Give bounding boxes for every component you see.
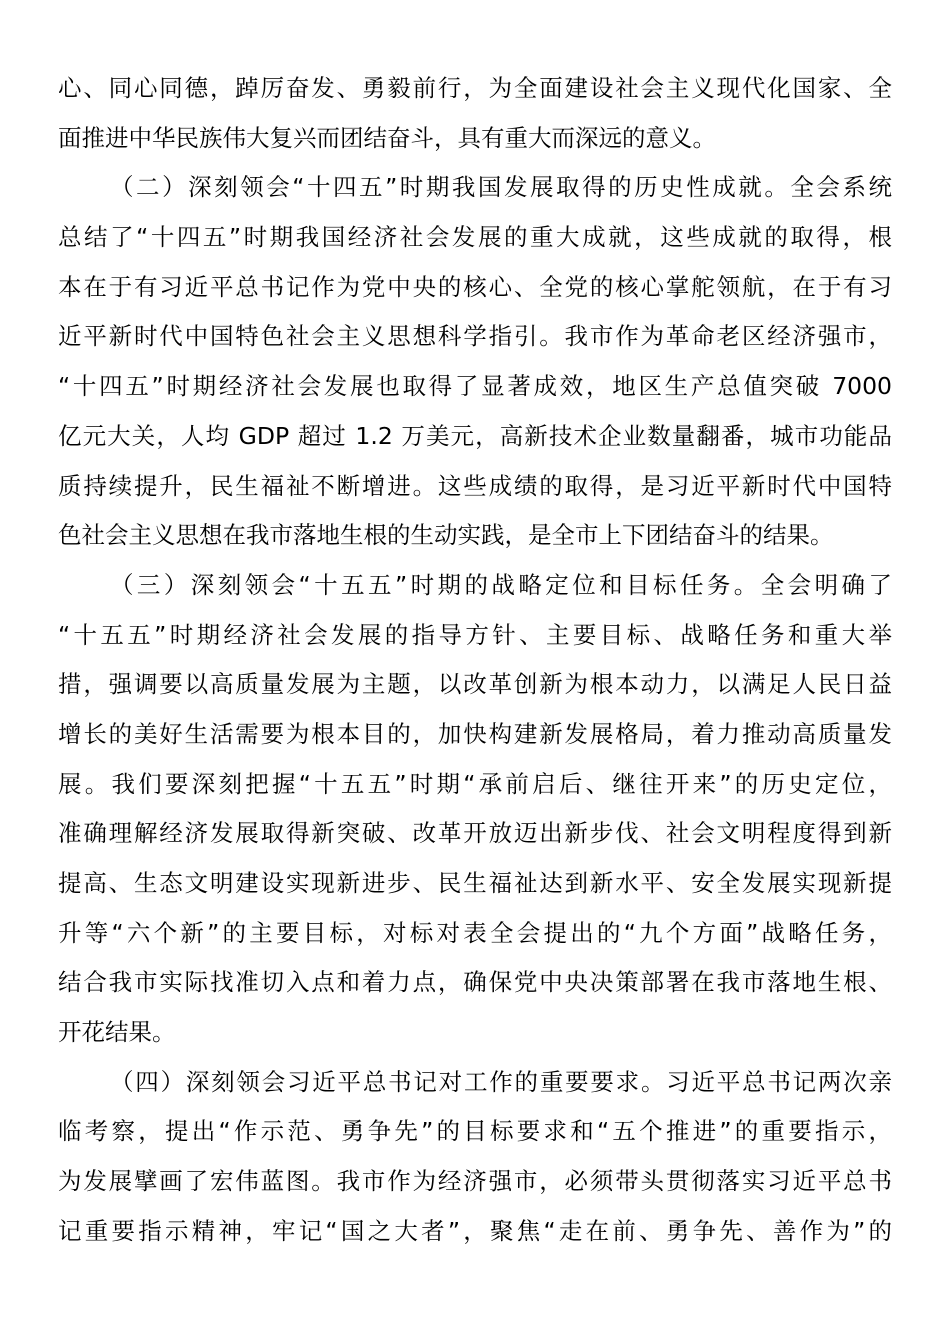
text-line: 措，强调要以高质量发展为主题，以改革创新为根本动力，以满足人民日益 — [58, 670, 892, 699]
text-line: 质持续提升，民生福祉不断增进。这些成绩的取得，是习近平新时代中国特 — [58, 471, 892, 500]
text-line: 升等“六个新”的主要目标，对标对表全会提出的“九个方面”战略任务， — [58, 918, 892, 947]
text-line: 增长的美好生活需要为根本目的，加快构建新发展格局，着力推动高质量发 — [58, 719, 892, 748]
text-line: “十四五”时期经济社会发展也取得了显著成效，地区生产总值突破 7000 — [58, 372, 892, 401]
text-line: 面推进中华民族伟大复兴而团结奋斗，具有重大而深远的意义。 — [58, 123, 716, 152]
text-line: 展。我们要深刻把握“十五五”时期“承前启后、继往开来”的历史定位， — [58, 769, 892, 798]
text-line: 心、同心同德，踔厉奋发、勇毅前行，为全面建设社会主义现代化国家、全 — [58, 74, 892, 102]
text-line: 总结了“十四五”时期我国经济社会发展的重大成就，这些成就的取得，根 — [58, 223, 892, 252]
section-heading-line: （二）深刻领会“十四五”时期我国发展取得的历史性成就。全会系统 — [110, 173, 892, 202]
text-line: 临考察，提出“作示范、勇争先”的目标要求和“五个推进”的重要指示， — [58, 1117, 892, 1146]
section-heading-line: （三）深刻领会“十五五”时期的战略定位和目标任务。全会明确了 — [110, 570, 892, 599]
text-line: 提高、生态文明建设实现新进步、民生福祉达到新水平、安全发展实现新提 — [58, 869, 892, 897]
section-heading-line: （四）深刻领会习近平总书记对工作的重要要求。习近平总书记两次亲 — [110, 1067, 892, 1096]
text-line: 为发展擘画了宏伟蓝图。我市作为经济强市，必须带头贯彻落实习近平总书 — [58, 1167, 892, 1196]
text-line: 准确理解经济发展取得新突破、改革开放迈出新步伐、社会文明程度得到新 — [58, 819, 892, 848]
text-line: 亿元大关，人均 GDP 超过 1.2 万美元，高新技术企业数量翻番，城市功能品 — [58, 421, 892, 450]
document-body — [58, 64, 892, 1257]
text-line: 结合我市实际找准切入点和着力点，确保党中央决策部署在我市落地生根、 — [58, 968, 892, 997]
text-line: 开花结果。 — [58, 1018, 176, 1047]
text-line: “十五五”时期经济社会发展的指导方针、主要目标、战略任务和重大举 — [58, 620, 892, 649]
text-line: 本在于有习近平总书记作为党中央的核心、全党的核心掌舵领航，在于有习 — [58, 272, 892, 301]
text-line: 记重要指示精神，牢记“国之大者”，聚焦“走在前、勇争先、善作为”的 — [58, 1216, 892, 1245]
text-line: 色社会主义思想在我市落地生根的生动实践，是全市上下团结奋斗的结果。 — [58, 521, 834, 550]
text-line: 近平新时代中国特色社会主义思想科学指引。我市作为革命老区经济强市， — [58, 322, 892, 351]
